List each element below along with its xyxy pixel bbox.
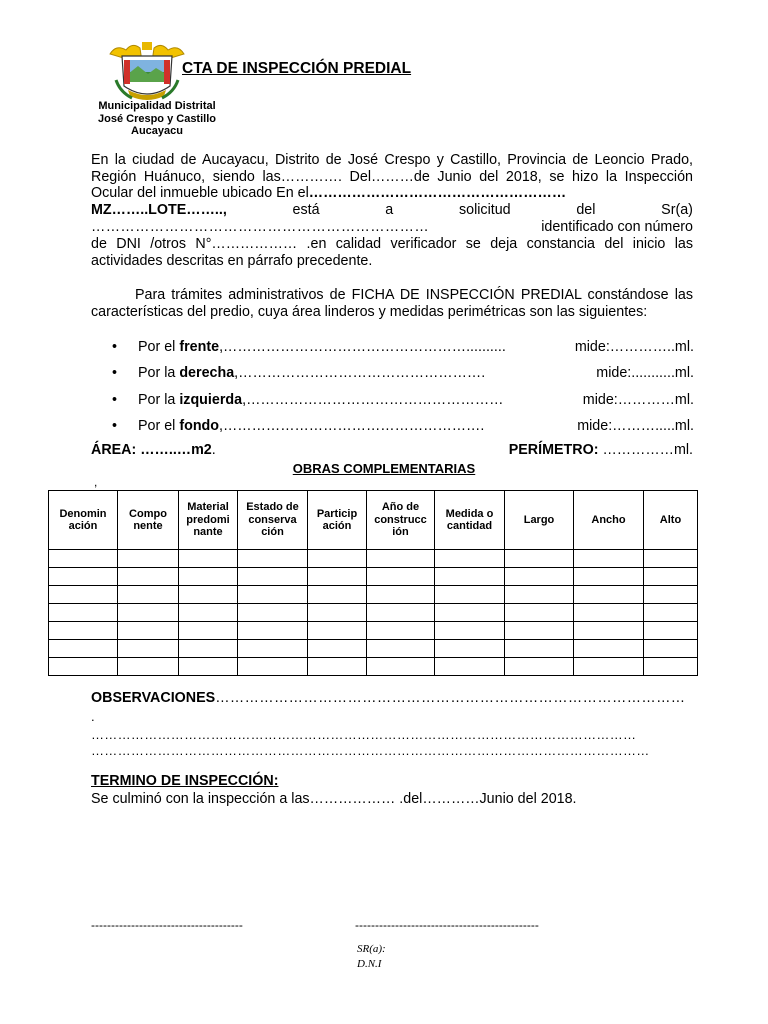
table-cell (308, 586, 367, 604)
table-cell (179, 622, 238, 640)
table-cell (49, 640, 118, 658)
table-cell (238, 640, 308, 658)
table-cell (118, 658, 179, 676)
table-cell (644, 640, 698, 658)
observaciones-line-4: ……………………………………………………………………………………………………………… (91, 743, 650, 758)
table-row (49, 568, 698, 586)
table-cell (367, 658, 435, 676)
column-header: Largo (505, 491, 574, 550)
table-cell (574, 604, 644, 622)
medida-mide: mide:...........ml. (596, 365, 694, 381)
termino-text: Se culminó con la inspección a las……………… .del…………Junio del 2018. (91, 791, 577, 807)
medida-mide: mide:…………..ml. (574, 339, 694, 355)
medida-label: Por el frente,…………………………………………….......... (138, 339, 506, 355)
table-cell (49, 604, 118, 622)
table-cell (505, 622, 574, 640)
perimetro-field: PERÍMETRO: ……………ml. (508, 442, 693, 458)
solicitante-dots: …………………………………………………………… (91, 219, 430, 235)
table-cell (49, 622, 118, 640)
table-cell (238, 550, 308, 568)
mz-lote-field: MZ……..LOTE…….., (91, 202, 227, 218)
table-cell (574, 568, 644, 586)
medida-mide: mide:…………ml. (582, 392, 694, 408)
table-cell (118, 586, 179, 604)
obras-complementarias-table (48, 490, 698, 676)
table-cell (238, 604, 308, 622)
signature-line-right: ---------------------------------------------- (355, 918, 539, 932)
table-cell (179, 658, 238, 676)
table-cell (505, 568, 574, 586)
medida-frente (112, 339, 694, 357)
table-cell (435, 586, 505, 604)
table-cell (644, 568, 698, 586)
area-perimetro-row (91, 442, 693, 460)
table-cell (179, 568, 238, 586)
obras-complementarias-title: OBRAS COMPLEMENTARIAS (292, 461, 476, 476)
column-header: Denomin ación (49, 491, 118, 550)
table-cell (179, 604, 238, 622)
medida-label: Por la izquierda,……………………………………………… (138, 392, 504, 408)
municipality-name (82, 100, 232, 138)
table-cell (118, 568, 179, 586)
table-row (49, 586, 698, 604)
table-cell (118, 640, 179, 658)
table-cell (644, 604, 698, 622)
table-cell (238, 622, 308, 640)
table-cell (367, 568, 435, 586)
document-title: CTA DE INSPECCIÓN PREDIAL (182, 60, 412, 77)
column-header: Estado de conserva ción (238, 491, 308, 550)
word-del: del (576, 202, 596, 218)
column-header: Particip ación (308, 491, 367, 550)
table-cell (644, 658, 698, 676)
table-row (49, 640, 698, 658)
medida-derecha (112, 365, 694, 383)
municipal-coat-of-arms-logo (106, 40, 188, 106)
table-cell (179, 640, 238, 658)
table-cell (118, 622, 179, 640)
municipality-line-1: Municipalidad Distrital (98, 100, 216, 112)
table-cell (49, 658, 118, 676)
intro-text: En la ciudad de Aucayacu, Distrito de José Crespo y Castillo, Provincia de Leoncio Prado, Región Huánuco, siendo las…………. Del………de Junio del 2018, se hizo la Inspección Ocular del inmueble ubicado En el (91, 152, 693, 201)
bullet-icon: • (112, 339, 118, 355)
column-header: Año de construcc ión (367, 491, 435, 550)
table-cell (644, 586, 698, 604)
table-cell (435, 568, 505, 586)
signature-sr-label: SR(a): (357, 943, 386, 955)
table-cell (49, 550, 118, 568)
table-cell (238, 658, 308, 676)
table-row (49, 658, 698, 676)
medida-izquierda (112, 392, 694, 410)
word-solicitud: solicitud (458, 202, 511, 218)
observaciones-dots: …………………………………………………………………………………… (215, 690, 686, 706)
table-cell (179, 550, 238, 568)
table-cell (435, 658, 505, 676)
signature-dni-label: D.N.I (357, 958, 382, 970)
column-header: Alto (644, 491, 698, 550)
observaciones-line-3: …………………………………………………………………………………………………………… (91, 727, 637, 742)
table-row (49, 604, 698, 622)
word-esta: está (292, 202, 320, 218)
table-cell (367, 640, 435, 658)
table-cell (505, 550, 574, 568)
ubicacion-dots: ……………………………………………… (308, 185, 567, 201)
signature-line-left: -------------------------------------- (91, 918, 243, 932)
table-cell (367, 604, 435, 622)
table-cell (308, 604, 367, 622)
table-cell (308, 568, 367, 586)
tramites-paragraph: Para trámites administrativos de FICHA DE INSPECCIÓN PREDIAL constándose las características del predio, cuya área linderos y medidas perimétricas son las siguientes: (91, 287, 693, 320)
table-cell (118, 550, 179, 568)
municipality-line-2: José Crespo y Castillo (98, 112, 216, 125)
intro-line-identificado (91, 219, 693, 236)
table-body (49, 550, 698, 676)
table-cell (118, 604, 179, 622)
table-cell (505, 586, 574, 604)
table-cell (367, 586, 435, 604)
intro-paragraph (91, 152, 693, 202)
intro-line-mz-lote (91, 202, 693, 219)
table-cell (574, 622, 644, 640)
bullet-icon: • (112, 392, 118, 408)
table-cell (644, 622, 698, 640)
table-cell (238, 586, 308, 604)
table-cell (505, 604, 574, 622)
table-cell (308, 550, 367, 568)
table-cell (49, 568, 118, 586)
table-cell (435, 622, 505, 640)
table-header-row (49, 491, 698, 550)
observaciones-line-2: . (91, 709, 95, 724)
table-cell (574, 550, 644, 568)
medida-fondo (112, 418, 694, 436)
column-header: Medida o cantidad (435, 491, 505, 550)
column-header: Compo nente (118, 491, 179, 550)
table-cell (435, 604, 505, 622)
table-row (49, 622, 698, 640)
intro-line-dni: de DNI /otros N°……………… .en calidad verificador se deja constancia del inicio las actividades descritas en párrafo precedente. (91, 236, 693, 269)
word-a: a (385, 202, 394, 218)
table-cell (505, 640, 574, 658)
termino-heading: TERMINO DE INSPECCIÓN: (91, 773, 279, 789)
table-cell (435, 640, 505, 658)
table-cell (435, 550, 505, 568)
table-cell (238, 568, 308, 586)
table-cell (574, 586, 644, 604)
medida-label: Por la derecha,……………………………………………. (138, 365, 486, 381)
stray-comma: , (94, 475, 98, 489)
municipality-line-3: Aucayacu (131, 125, 183, 137)
observaciones-label: OBSERVACIONES (91, 690, 216, 706)
identificado-text: identificado con número (541, 219, 693, 235)
word-sra: Sr(a) (661, 202, 693, 218)
bullet-icon: • (112, 365, 118, 381)
table-cell (574, 658, 644, 676)
table-cell (49, 586, 118, 604)
column-header: Material predomi nante (179, 491, 238, 550)
medida-mide: mide:……….....ml. (577, 418, 694, 434)
table-cell (308, 658, 367, 676)
table-cell (179, 586, 238, 604)
table-cell (644, 550, 698, 568)
medida-label: Por el fondo,………………………………………………. (138, 418, 485, 434)
observaciones-line (91, 690, 697, 706)
table-cell (367, 550, 435, 568)
table-row (49, 550, 698, 568)
area-field: ÁREA: ……..…m2. (91, 442, 216, 458)
table-cell (308, 640, 367, 658)
table-cell (367, 622, 435, 640)
table-cell (574, 640, 644, 658)
column-header: Ancho (574, 491, 644, 550)
bullet-icon: • (112, 418, 118, 434)
table-cell (505, 658, 574, 676)
table-cell (308, 622, 367, 640)
